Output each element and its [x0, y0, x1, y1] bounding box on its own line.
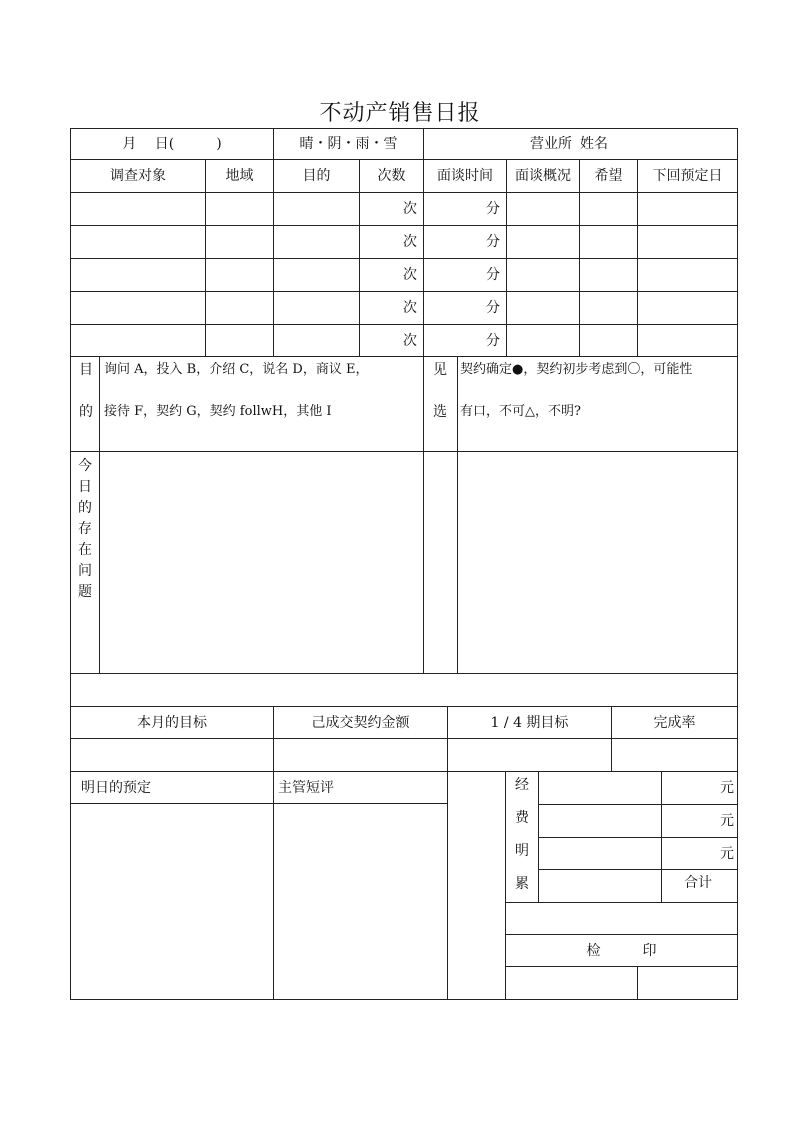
- cell-area[interactable]: [205, 225, 274, 259]
- monthly-target-label: 本月的目标: [137, 714, 207, 731]
- page-title: 不动产销售日报: [319, 101, 481, 126]
- issues-label-char: 的: [78, 500, 92, 516]
- minutes-unit: 分: [486, 201, 500, 217]
- expense-label-char: 累: [515, 876, 529, 892]
- col-header-text: 面谈时间: [437, 168, 493, 184]
- col-header-time: [423, 159, 507, 193]
- weather-field[interactable]: [273, 128, 424, 160]
- cell-purpose[interactable]: [273, 258, 360, 292]
- expense-item-field[interactable]: [538, 869, 662, 903]
- cell-next-date[interactable]: [637, 324, 738, 357]
- issues-label-char: 题: [78, 584, 92, 600]
- cell-hope[interactable]: [579, 225, 638, 259]
- expense-amount-field[interactable]: [661, 837, 738, 870]
- issues-spacer: [423, 451, 458, 674]
- cell-time[interactable]: [423, 225, 507, 259]
- cell-count[interactable]: [359, 225, 424, 259]
- cell-target[interactable]: [70, 225, 206, 259]
- expense-label-char: 费: [515, 810, 529, 826]
- purpose-legend: [99, 356, 424, 452]
- expense-label: [505, 771, 539, 903]
- seal-header: [505, 934, 738, 967]
- outlook-label: [423, 356, 458, 452]
- outlook-legend-line2: 有口，不可△，不明?: [460, 404, 581, 419]
- col-header-next-date: [637, 159, 738, 193]
- manager-comment-label: 主管短评: [278, 779, 334, 796]
- cell-count[interactable]: [359, 324, 424, 357]
- issues-label-char: 在: [78, 542, 92, 558]
- manager-comment-field[interactable]: [273, 803, 448, 1000]
- issues-label: [70, 451, 100, 674]
- seal-label: 检 印: [586, 942, 657, 959]
- cell-summary[interactable]: [506, 324, 580, 357]
- completion-rate-field[interactable]: [611, 738, 738, 772]
- cell-summary[interactable]: [506, 192, 580, 226]
- cell-purpose[interactable]: [273, 291, 360, 325]
- cell-hope[interactable]: [579, 291, 638, 325]
- cell-count[interactable]: [359, 258, 424, 292]
- seal-box-left[interactable]: [505, 966, 638, 1000]
- purpose-legend-line2: 接待 F，契约 G，契约 follwH，其他 I: [104, 404, 332, 419]
- cell-count[interactable]: [359, 192, 424, 226]
- cell-next-date[interactable]: [637, 291, 738, 325]
- issues-label-char: 存: [78, 521, 92, 537]
- col-header-purpose: [273, 159, 360, 193]
- cell-next-date[interactable]: [637, 192, 738, 226]
- quarter-target-label: 1 / 4 期目标: [490, 714, 569, 731]
- date-field[interactable]: [70, 128, 274, 160]
- cell-count[interactable]: [359, 291, 424, 325]
- purpose-label: [70, 356, 100, 452]
- minutes-unit: 分: [486, 332, 500, 349]
- cell-target[interactable]: [70, 324, 206, 357]
- minutes-unit: 分: [486, 267, 500, 283]
- contract-amount-label: 己成交契约金额: [311, 714, 410, 731]
- manager-comment-header: [273, 771, 448, 804]
- cell-purpose[interactable]: [273, 225, 360, 259]
- col-header-text: 面谈概况: [515, 168, 571, 184]
- cell-next-date[interactable]: [637, 225, 738, 259]
- col-header-hope: [579, 159, 638, 193]
- col-header-text: 地域: [225, 168, 254, 184]
- cell-purpose[interactable]: [273, 324, 360, 357]
- purpose-label-top: 目: [79, 362, 93, 378]
- monthly-target-field[interactable]: [70, 738, 274, 772]
- col-header-area: [205, 159, 274, 193]
- purpose-label-bottom: 的: [79, 404, 93, 420]
- blank-row[interactable]: [505, 902, 738, 935]
- outlook-label-bottom: 选: [433, 404, 447, 420]
- minutes-unit: 分: [486, 234, 500, 250]
- outlook-legend: [457, 356, 738, 452]
- cell-summary[interactable]: [506, 291, 580, 325]
- cell-time[interactable]: [423, 192, 507, 226]
- cell-summary[interactable]: [506, 225, 580, 259]
- issues-label-char: 问: [78, 563, 92, 579]
- yen-unit: 元: [720, 845, 734, 862]
- expense-item-field[interactable]: [538, 804, 662, 838]
- cell-target[interactable]: [70, 192, 206, 226]
- tomorrow-plan-header: [70, 771, 274, 804]
- expense-total-field[interactable]: [661, 869, 738, 903]
- date-label: 月 日( ): [122, 136, 222, 152]
- col-header-summary: [506, 159, 580, 193]
- count-unit: 次: [403, 234, 417, 250]
- col-header-text: 调查对象: [110, 168, 166, 184]
- cell-target[interactable]: [70, 258, 206, 292]
- expense-item-field[interactable]: [538, 771, 662, 805]
- monthly-target-header: [70, 706, 274, 739]
- count-unit: 次: [403, 267, 417, 283]
- cell-summary[interactable]: [506, 258, 580, 292]
- col-header-text: 下回预定日: [652, 168, 723, 184]
- cell-next-date[interactable]: [637, 258, 738, 292]
- cell-time[interactable]: [423, 291, 507, 325]
- count-unit: 次: [403, 201, 417, 217]
- cell-purpose[interactable]: [273, 192, 360, 226]
- col-header-text: 目的: [302, 168, 331, 184]
- outlook-label-top: 见: [433, 362, 447, 378]
- name-label: 姓名: [580, 136, 608, 152]
- expense-label-char: 明: [515, 843, 529, 859]
- tomorrow-plan-label: 明日的预定: [81, 779, 151, 796]
- count-unit: 次: [403, 300, 417, 316]
- cell-time[interactable]: [423, 258, 507, 292]
- col-header-text: 次数: [377, 168, 406, 184]
- blank-column: [447, 771, 506, 1000]
- minutes-unit: 分: [486, 300, 500, 316]
- issues-label-char: 今: [78, 458, 92, 474]
- cell-area[interactable]: [205, 258, 274, 292]
- office-label: 营业所: [530, 136, 572, 152]
- total-label: 合计: [684, 875, 712, 891]
- issues-field[interactable]: [99, 451, 424, 674]
- completion-rate-header: [611, 706, 738, 739]
- expense-amount-field[interactable]: [661, 771, 738, 805]
- cell-area[interactable]: [205, 291, 274, 325]
- completion-rate-label: 完成率: [653, 714, 696, 731]
- issues-label-char: 日: [78, 479, 92, 495]
- blank-band[interactable]: [70, 673, 738, 707]
- cell-hope[interactable]: [579, 258, 638, 292]
- seal-box-right[interactable]: [637, 966, 738, 1000]
- purpose-legend-line1: 询问 A，投入 B，介绍 C，说名 D，商议 E，: [104, 362, 369, 377]
- cell-hope[interactable]: [579, 324, 638, 357]
- cell-time[interactable]: [423, 324, 507, 357]
- col-header-count: [359, 159, 424, 193]
- contract-amount-field[interactable]: [273, 738, 448, 772]
- weather-label: 晴・阴・雨・雪: [299, 136, 398, 152]
- col-header-target: [70, 159, 206, 193]
- quarter-target-header: [447, 706, 612, 739]
- tomorrow-plan-field[interactable]: [70, 803, 274, 1000]
- outlook-legend-line1: 契约确定●，契约初步考虑到〇，可能性: [460, 362, 693, 377]
- expense-item-field[interactable]: [538, 837, 662, 870]
- cell-area[interactable]: [205, 324, 274, 357]
- expense-amount-field[interactable]: [661, 804, 738, 838]
- quarter-target-field[interactable]: [447, 738, 612, 772]
- count-unit: 次: [403, 332, 417, 349]
- cell-area[interactable]: [205, 192, 274, 226]
- office-name-field[interactable]: [423, 128, 738, 160]
- contract-amount-header: [273, 706, 448, 739]
- cell-hope[interactable]: [579, 192, 638, 226]
- col-header-text: 希望: [594, 168, 623, 184]
- yen-unit: 元: [720, 780, 734, 796]
- cell-target[interactable]: [70, 291, 206, 325]
- issues-notes-field[interactable]: [457, 451, 738, 674]
- expense-label-char: 经: [515, 777, 529, 793]
- yen-unit: 元: [720, 813, 734, 829]
